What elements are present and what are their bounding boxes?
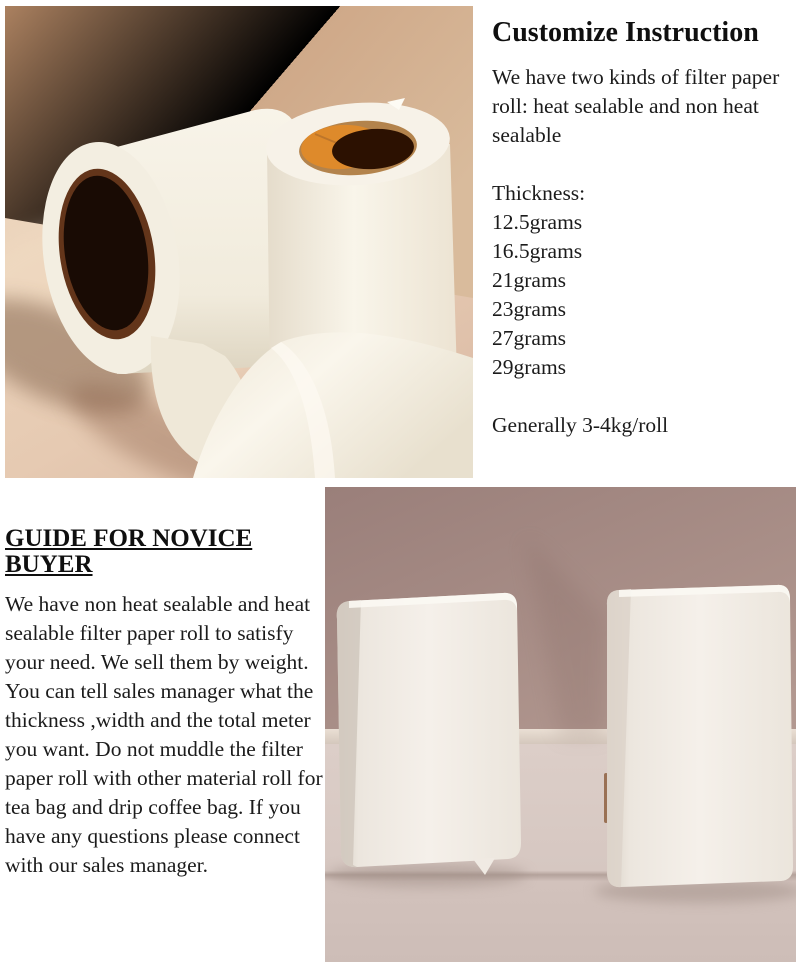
left-roll: [337, 593, 521, 875]
product-photo-rolls-angled: [5, 6, 473, 478]
thickness-option: 23grams: [492, 296, 567, 321]
thickness-option: 12.5grams: [492, 209, 583, 234]
guide-heading: GUIDE FOR NOVICE BUYER: [5, 525, 253, 578]
thickness-label: Thickness:: [492, 180, 586, 205]
guide-for-novice-buyer-section: [5, 526, 323, 880]
customize-intro: We have two kinds of filter paper roll: heat sealable and non heat sealable: [492, 64, 780, 147]
thickness-option: 29grams: [492, 354, 567, 379]
guide-body: We have non heat sealable and heat sealable filter paper roll to satisfy your need. We sell them by weight. You can tell sales manager what the thickness ,width and the total meter you want. Do not muddle the filter paper roll with other material roll for tea bag and drip coffee bag. If you have any questions please connect with our sales manager.: [5, 592, 323, 877]
thickness-option: 16.5grams: [492, 238, 583, 263]
right-roll: [604, 585, 793, 887]
two-rolls-illustration: [325, 487, 796, 962]
rolls-angled-illustration: [5, 6, 473, 478]
thickness-options-list: [492, 208, 798, 382]
product-photo-two-rolls: [325, 487, 796, 962]
customize-instruction-section: [492, 16, 798, 440]
thickness-option: 21grams: [492, 267, 567, 292]
thickness-option: 27grams: [492, 325, 567, 350]
customize-heading: Customize Instruction: [492, 17, 759, 48]
weight-note: Generally 3-4kg/roll: [492, 412, 669, 437]
